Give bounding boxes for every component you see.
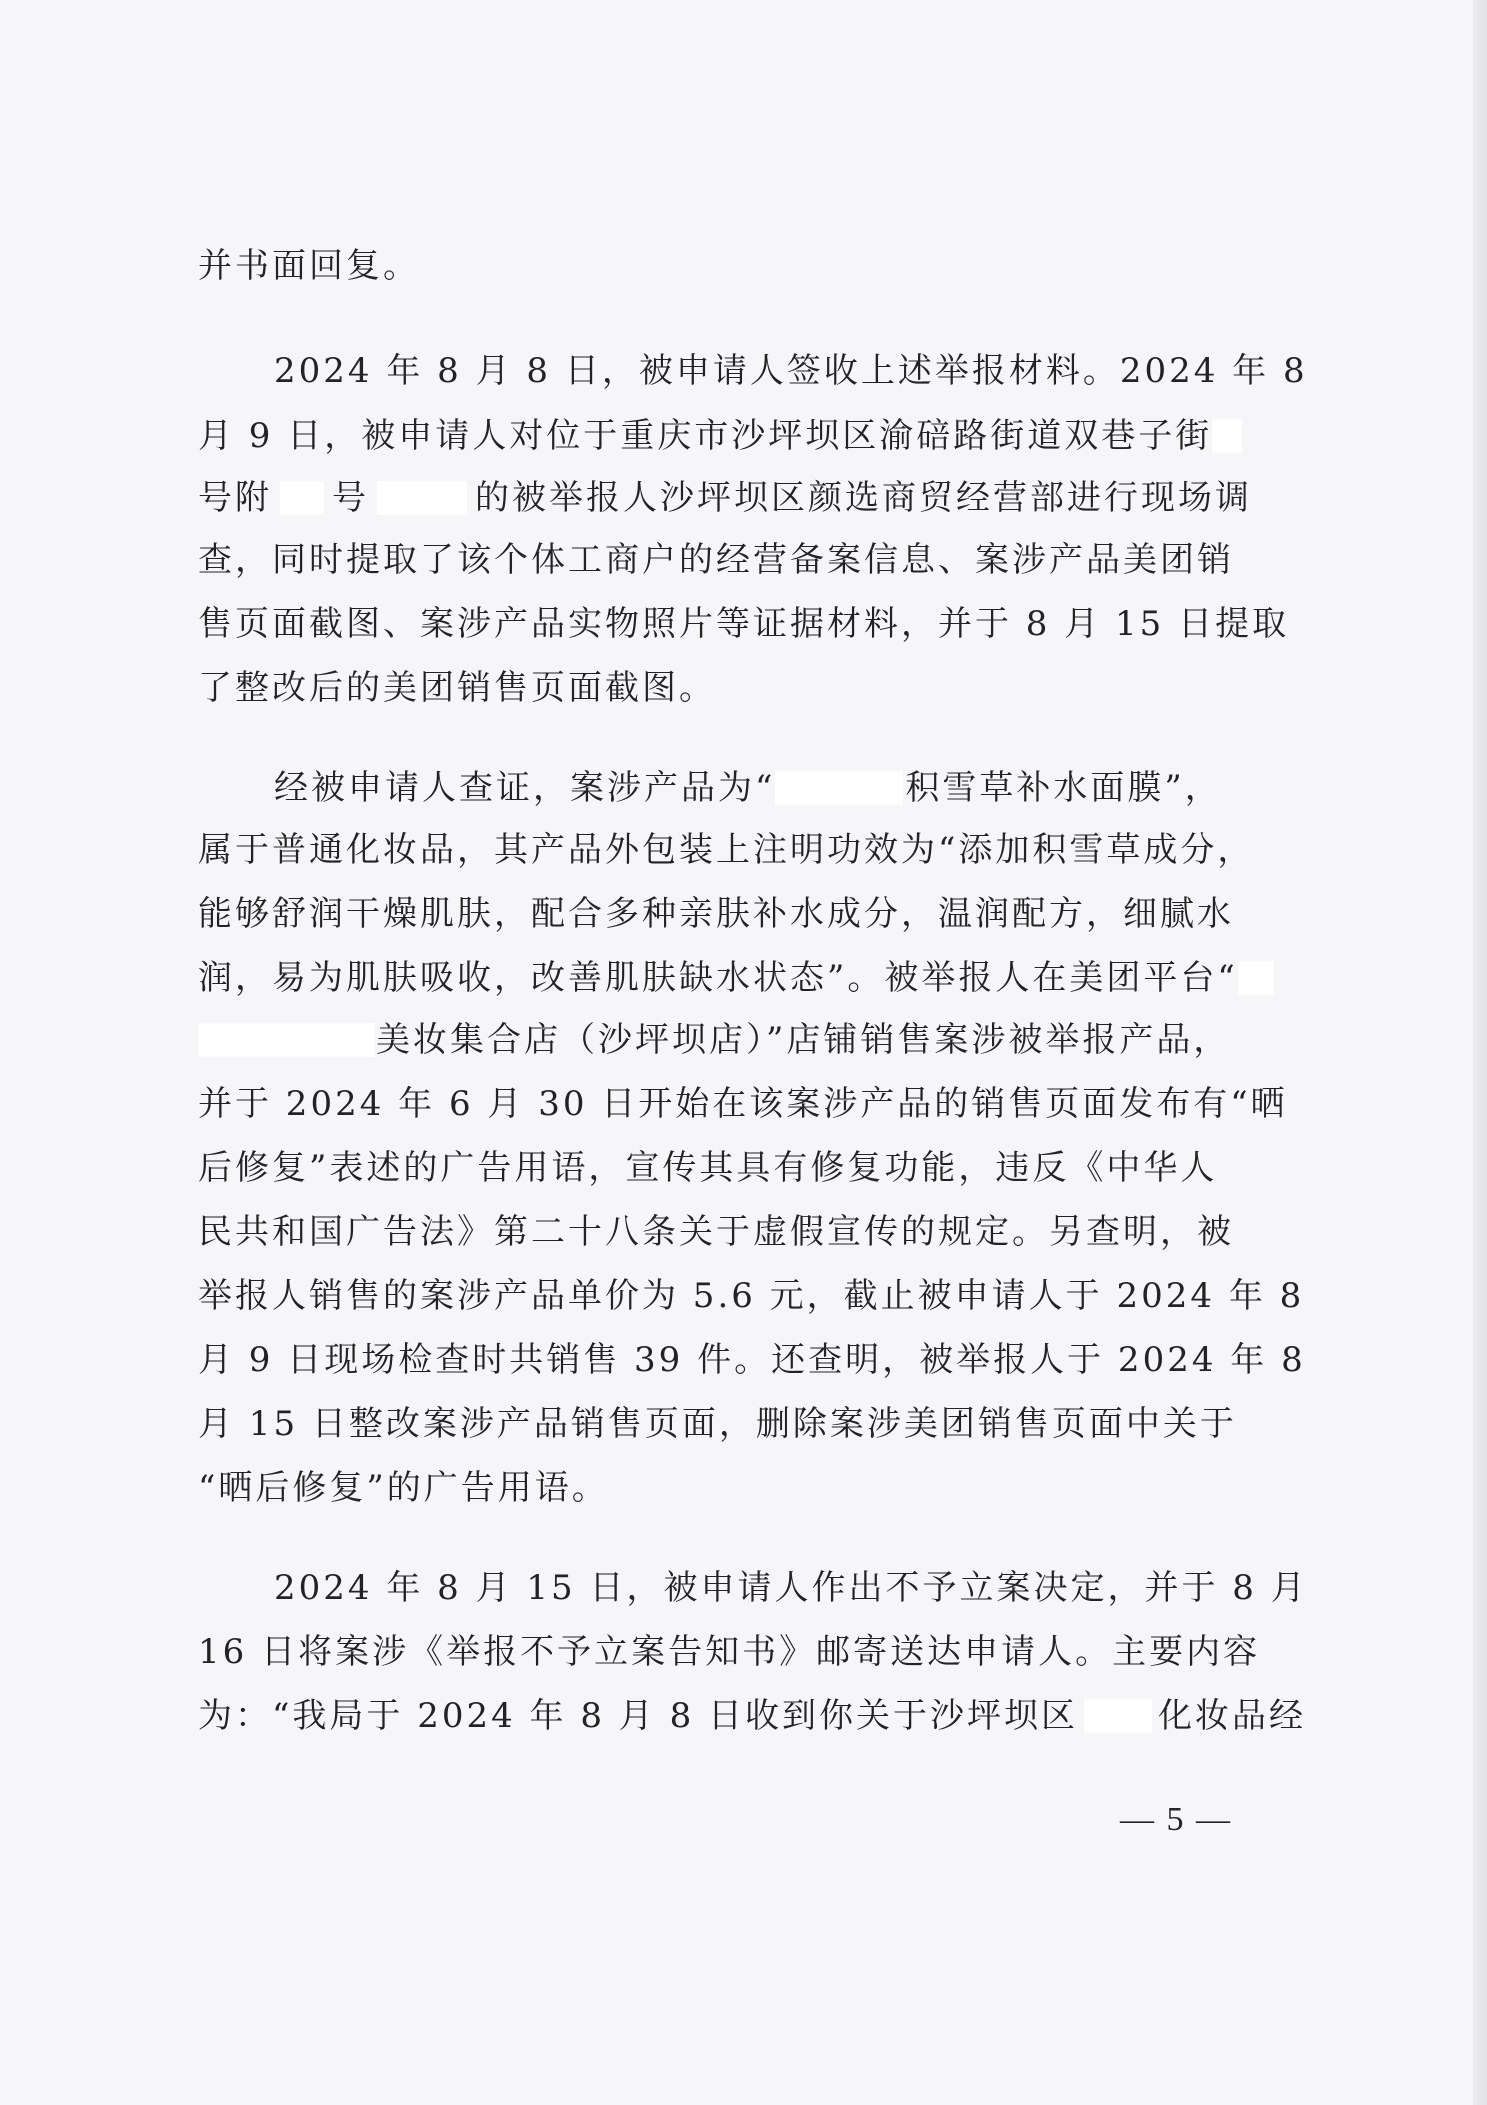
page-edge-shadow (1473, 0, 1487, 2105)
text-line-5: 查，同时提取了该个体工商户的经营备案信息、案涉产品美团销 (198, 540, 1234, 580)
text-line-13: 并于 2024 年 6 月 30 日开始在该案涉产品的销售页面发布有“晒 (198, 1084, 1288, 1124)
text-line-15: 民共和国广告法》第二十八条关于虚假宣传的规定。另查明，被 (198, 1212, 1234, 1252)
text-line-3 (198, 416, 1242, 456)
text-segment: 美妆集合店（沙坪坝店）”店铺销售案涉被举报产品， (376, 1020, 1231, 1060)
text-line-10: 能够舒润干燥肌肤，配合多种亲肤补水成分，温润配方，细腻水 (198, 894, 1234, 934)
text-segment: 积雪草补水面膜”， (905, 768, 1222, 808)
redaction-box (1212, 419, 1242, 453)
text-line-11 (198, 958, 1274, 998)
text-line-8 (274, 768, 1222, 808)
text-line-12 (198, 1020, 1230, 1060)
redaction-box (280, 481, 324, 515)
text-segment: 的被举报人沙坪坝区颜选商贸经营部进行现场调 (475, 478, 1252, 518)
text-line-22 (198, 1696, 1306, 1736)
redaction-box (1084, 1699, 1152, 1733)
text-line-9: 属于普通化妆品，其产品外包装上注明功效为“添加积雪草成分， (198, 830, 1255, 870)
text-line-2: 2024 年 8 月 8 日，被申请人签收上述举报材料。2024 年 8 (274, 351, 1308, 391)
text-line-4 (198, 478, 1252, 518)
text-segment: 号附 (198, 478, 272, 518)
text-segment: 号 (332, 478, 369, 518)
text-line-20: 2024 年 8 月 15 日，被申请人作出不予立案决定，并于 8 月 (274, 1568, 1308, 1608)
redaction-box (198, 1023, 374, 1057)
text-line-16: 举报人销售的案涉产品单价为 5.6 元，截止被申请人于 2024 年 8 (198, 1276, 1305, 1316)
text-segment: 为：“我局于 2024 年 8 月 8 日收到你关于沙坪坝区 (198, 1696, 1079, 1736)
redaction-box (775, 771, 903, 805)
text-segment: 化妆品经 (1158, 1696, 1307, 1736)
redaction-box (377, 481, 467, 515)
text-line-14: 后修复”表述的广告用语，宣传其具有修复功能，违反《中华人 (198, 1148, 1218, 1188)
redaction-box (1238, 961, 1274, 995)
text-line-21: 16 日将案涉《举报不予立案告知书》邮寄送达申请人。主要内容 (198, 1632, 1261, 1672)
text-line-18: 月 15 日整改案涉产品销售页面，删除案涉美团销售页面中关于 (198, 1404, 1237, 1444)
text-line-17: 月 9 日现场检查时共销售 39 件。还查明，被举报人于 2024 年 8 (198, 1340, 1306, 1380)
text-line-19: “晒后修复”的广告用语。 (198, 1468, 609, 1508)
text-line-6: 售页面截图、案涉产品实物照片等证据材料，并于 8 月 15 日提取 (198, 604, 1290, 644)
text-segment: 月 9 日，被申请人对位于重庆市沙坪坝区渝碚路街道双巷子街 (198, 416, 1213, 456)
page-number: — 5 — (1120, 1801, 1232, 1838)
text-segment: 润，易为肌肤吸收，改善肌肤缺水状态”。被举报人在美团平台“ (198, 958, 1238, 998)
text-line-7: 了整改后的美团销售页面截图。 (198, 668, 716, 708)
text-segment: 经被申请人查证，案涉产品为“ (274, 768, 776, 808)
text-line-1: 并书面回复。 (198, 246, 420, 286)
